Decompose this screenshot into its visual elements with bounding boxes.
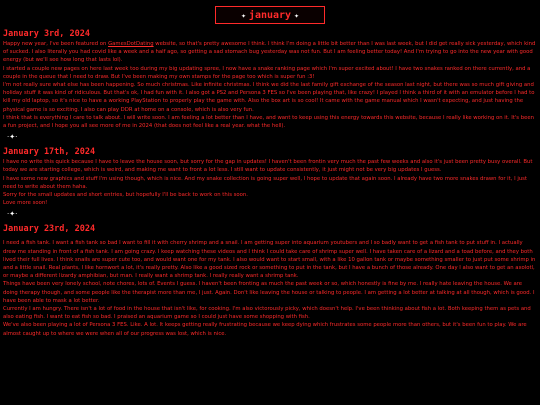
entry-separator-icon: ·✦· [7, 133, 18, 142]
paragraph-text: Happy new year, I've been featured on [3, 41, 109, 47]
journal-entry [3, 223, 537, 337]
month-banner [215, 6, 325, 24]
entry-paragraph [3, 40, 537, 65]
entry-date-title: January 3rd, 2024 [3, 29, 90, 39]
entry-date-title: January 17th, 2024 [3, 147, 96, 158]
journal-entry [3, 146, 537, 207]
entry-paragraph: Love more soon! [3, 200, 48, 207]
entry-paragraph: I started a couple new pages on here last week too during my big updating spree, I now have a snake ranking page which I'm super excited about! I have two snakes ranked on there currently, and a couple in the queue that I need to draw. But I've been making my own stamps for the page too which is super fun :3! [3, 65, 531, 80]
entry-paragraph: I need a fish tank. I want a fish tank so bad I want to fill it with cherry shrimp and a snail. I am getting super into aquarium youtubers and I so badly want to get a fish tank to put stuff in. I actually drew me standing in front of a fish tank. I am going crazy. I keep watching these videos and I think I could take care of shrimp super well. I have taken care of a lizard and a toad before, and they both lived their full lives. I think snails are super cute too, and would want one for my tank. I also would want to start small, with a like 10 gallon tank or maybe something smaller to just put some shrimp in and a little snail. Real plants, I like hornwort a lot, it's really pretty. Also like a good sized rock or something to put in the tank, but I have a bunch of those already. One day I also want to get an axolotl, or maybe a different lizardy amphibian, but man. I really want a shrimp tank. I really really want a shrimp tank. [3, 240, 536, 280]
banner-title: january [248, 9, 292, 21]
star-left-icon: ✦ [241, 10, 246, 20]
star-right-icon: ✦ [294, 10, 299, 20]
entry-paragraph: I think that is everything I care to talk about. I will write soon. I am feeling a lot better than I have, and want to keep using this energy towards this website, because I really like working on it. It's been a fun project, and I hope you all see more of me in 2024 (that does not feel like a real year. what the hell). [3, 114, 534, 130]
entries-container [0, 28, 540, 338]
journal-entry [3, 28, 537, 130]
entry-paragraph: Sorry for the small updates and short entries, but hopefully I'll be back to work on this soon. [3, 192, 248, 199]
entry-paragraph: Things have been very lonely school, note chores, lots of. Events I guess. I haven't been fronting as much the past week or so, which honestly is fine by me. I really hate leaving the house. We are doing therapy though, and some people like the therapist more than me, I just. Again. Don't like leaving the house or talking to people. I am getting a lot better at talking at all though, which is good. I have been able to mask a lot better. [3, 281, 535, 304]
entry-paragraph: We've also been playing a lot of Persona 3 FES. Like. A lot. It keeps getting really frustrating because we keep dying which frustrates some people more than others, but it's been fun to play. We are almost caught up to where we were when all of our progress was lost, which is nice. [3, 322, 527, 337]
entry-paragraph: I'm not really sure what else has been happening. So much christmas. Like infinite christmas. I think we did the last family gift exchange of the season last night, but there was so much gift giving and holiday stuff it was kind of ridiculous. But that's ok, I had fun with it. I also got a PS2 and Persona 3 FES so I've been playing that, like crazy! I played I think a third of it with an emulator before I had to kill my old laptop, so it's nice to have a working PlayStation to properly play the game with. Also the box art is so cool! It came with the game manual which I wasn't expecting, and just having the physical game is so exciting. I also can play DDR at home on a console, which is also very fun. [3, 82, 535, 113]
paragraph-text: website, so that's pretty awesome I think. I think I'm doing a little bit better than I was last week, but I did get really sick yesterday, which kind of sucked. I also literally you had covid like a week and a half ago, so getting a sad stomach bug yesterday was not fun. But I am feeling better today! And I'm trying to go into the new year with good energy (but we'll see how long that lasts lol). [3, 41, 536, 64]
games-dot-dating-link[interactable]: GamesDotDating [108, 41, 154, 47]
entry-separator-icon: ·✦· [7, 210, 18, 219]
entry-paragraph: Currently I am hungry. There isn't a lot of food in the house that isn't like, for cooking. I'm also victorously picky, which doesn't help. I've been thinking about fish a lot. Both keeping them as pets and also eating fish. I want to eat fish so bad. I praised an aquarium game so I could just have some shopping with fish. [3, 306, 531, 321]
entry-date-title: January 23rd, 2024 [3, 224, 96, 235]
entry-paragraph: I have no write this quick because I have to leave the house soon, but sorry for the gap in updates! I haven't been frontin very much the past few weeks and also it's just been pretty busy overall. But today we are starting college, which is weird, and making me want to front a lot less. I still want to update consistently, it just might not be very big updates I guess. [3, 159, 533, 174]
entry-paragraph: I have some new graphics and stuff I'm using though, which is nice. And my snake collection is going super well, I hope to update that again soon. I already have two more snakes drawn for it, I just need to write about them haha. [3, 175, 528, 190]
